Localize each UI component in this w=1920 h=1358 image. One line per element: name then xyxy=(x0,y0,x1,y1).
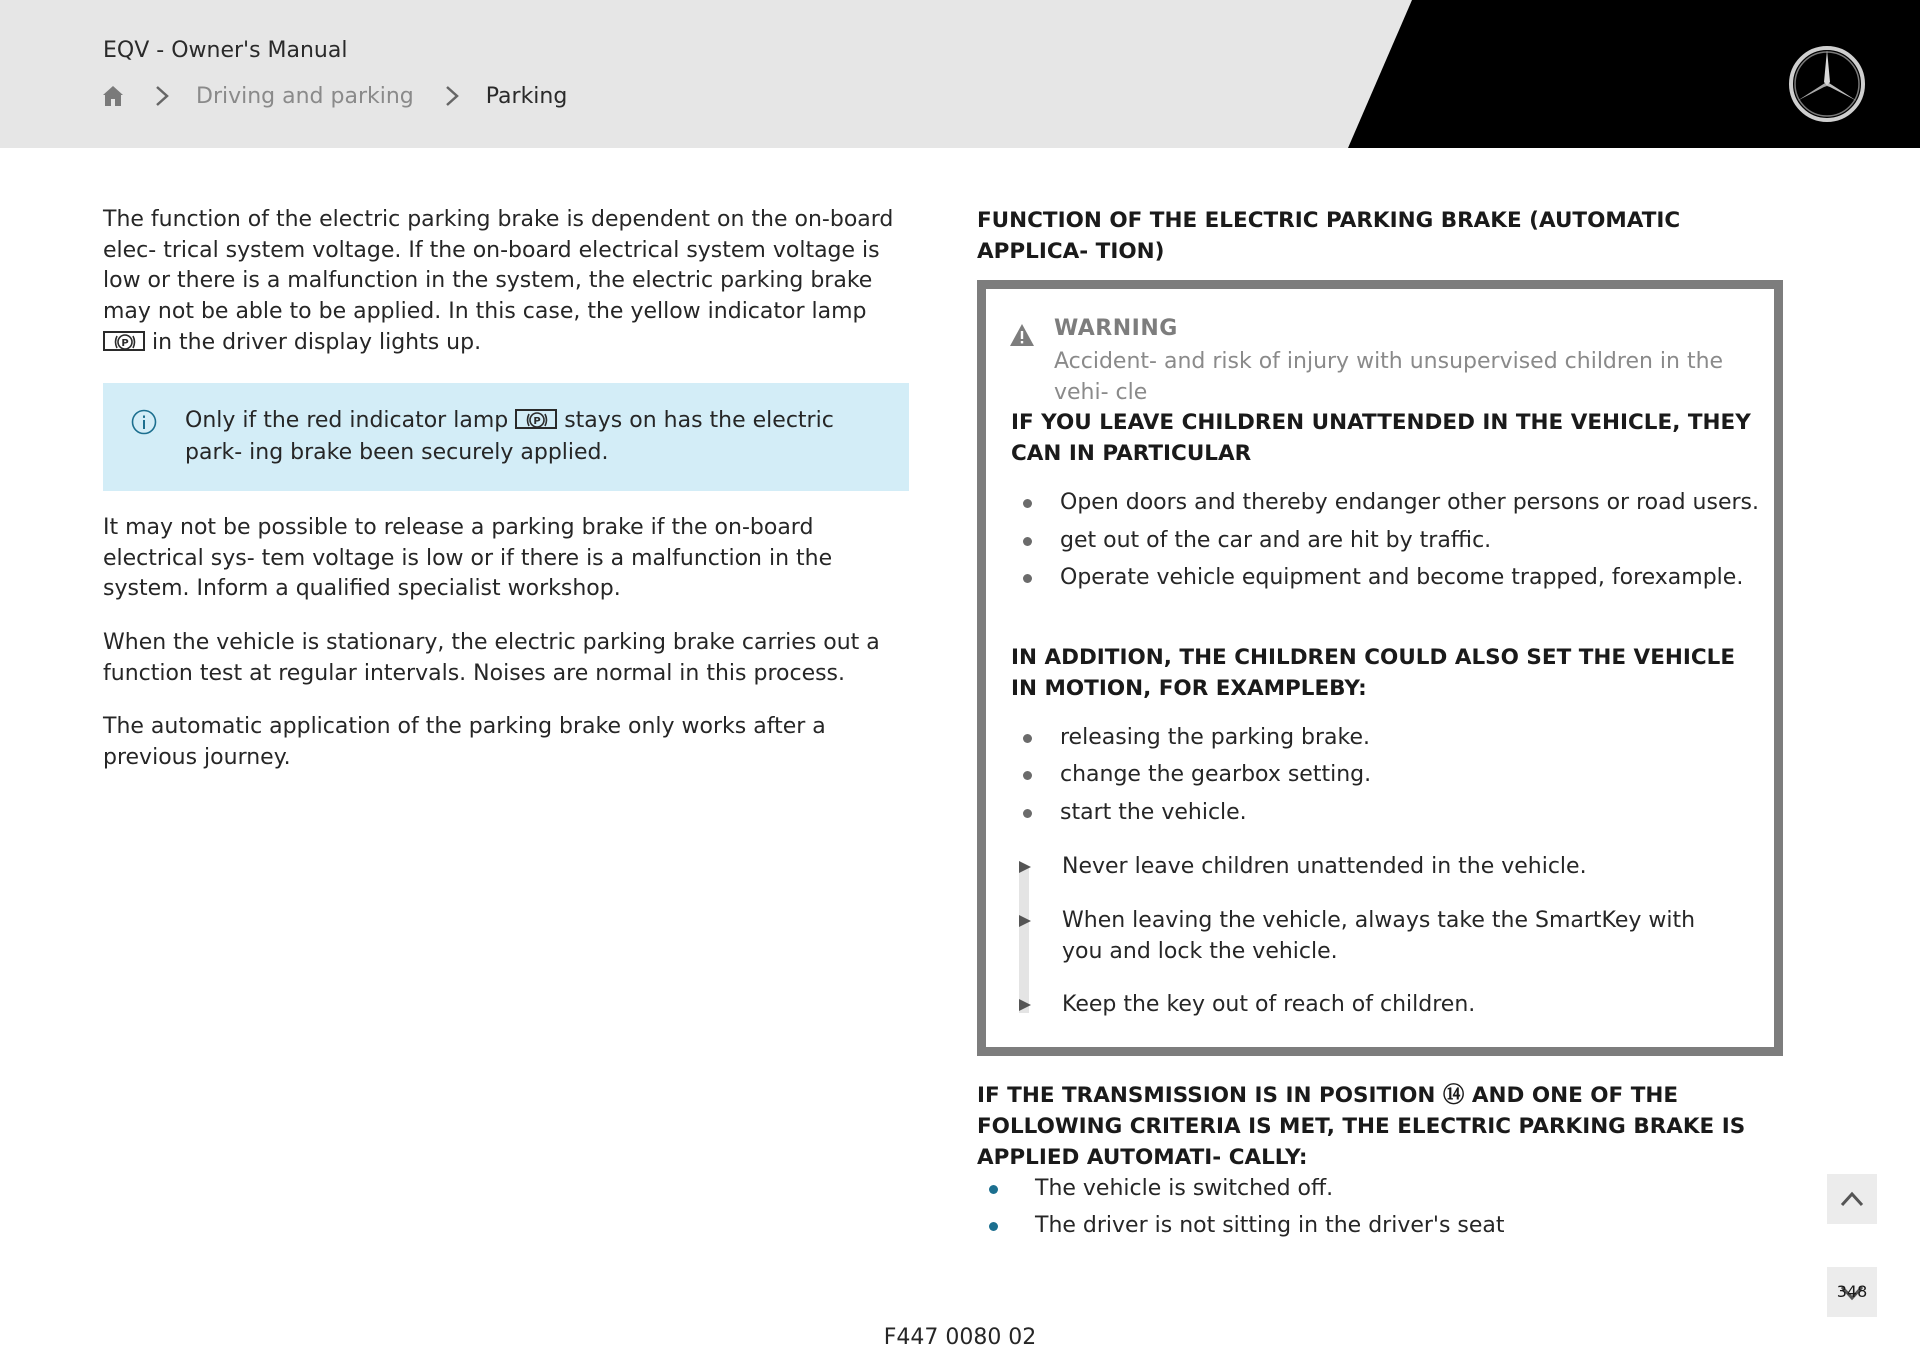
play-triangle-icon xyxy=(1018,998,1032,1012)
breadcrumb-link-driving-and-parking[interactable]: Driving and parking xyxy=(196,83,414,109)
info-note xyxy=(103,383,909,491)
bullet-icon xyxy=(989,1185,998,1194)
parking-brake-indicator-icon xyxy=(515,409,557,429)
bullet-icon xyxy=(1023,734,1032,743)
home-icon[interactable] xyxy=(102,85,124,107)
info-icon xyxy=(131,409,157,435)
automatic-application-paragraph: The automatic application of the parking brake only works after a previous journey. xyxy=(103,714,826,770)
function-test-paragraph: When the vehicle is stationary, the electric parking brake carries out a function test at regular intervals. Noises are normal in this process. xyxy=(103,630,880,686)
warning-text: Accident- and risk of injury with unsupervised children in the vehi- cle xyxy=(1054,349,1724,405)
warning-box: WARNING Accident- and risk of injury with unsupervised children in the vehi- cle IF YOU LEAVE CHILDREN UNATTENDED IN THE VEHICLE, THEY CAN IN PARTICULAR Open doors and thereby endanger other persons or road users. get out of the car and are hit by traffic. Operate vehicle equipment and become trapped, forexample. IN ADDITION, THE CHILDREN COULD ALSO SET THE VEHICLE IN MOTION, FOR EXAMPLEBY: releasing the parking brake. change the gearbox setting. start the vehicle. Never leave children unattended in the vehicle. When leaving the vehicle, always take the SmartKey with you and lock the vehicle. Keep the key out of reach of children. xyxy=(977,280,1783,1056)
criteria-heading: IF THE TRANSMISSION IS IN POSITION ⑭ AND ONE OF THE FOLLOWING CRITERIA IS MET, THE ELECTRIC PARKING BRAKE IS APPLIED AUTOMATI- CALLY: xyxy=(977,1083,1746,1170)
play-triangle-icon xyxy=(1018,860,1032,874)
mercedes-star-logo-icon xyxy=(1788,45,1866,123)
bullet-icon xyxy=(1023,537,1032,546)
bullet-icon xyxy=(1023,499,1032,508)
chevron-right-icon xyxy=(444,85,460,107)
header-black-panel xyxy=(0,0,1920,148)
svg-text:P: P xyxy=(121,337,129,349)
breadcrumb-current-parking: Parking xyxy=(485,83,568,109)
warning-label: WARNING xyxy=(1054,316,1178,341)
document-code: F447 0080 02 xyxy=(883,1325,1037,1350)
bullet-icon xyxy=(1023,771,1032,780)
action-steps-bar xyxy=(1019,867,1029,1013)
play-triangle-icon xyxy=(1018,914,1032,928)
parking-brake-indicator-icon xyxy=(103,331,145,351)
section-heading: FUNCTION OF THE ELECTRIC PARKING BRAKE (AUTOMATIC APPLICA- TION) xyxy=(977,208,1681,264)
intro-paragraph: The function of the electric parking brake is dependent on the on-board elec- trical system voltage. If the on-board electrical system voltage is low or there is a malfunction in the system, the electric parking brake may not be able to be applied. In this case, the yellow indicator lamp P in the driver display lights up. xyxy=(103,207,894,355)
breadcrumb xyxy=(102,80,567,112)
warning-subheading: IF YOU LEAVE CHILDREN UNATTENDED IN THE VEHICLE, THEY CAN IN PARTICULAR xyxy=(1011,410,1751,466)
scroll-up-button[interactable] xyxy=(1827,1174,1877,1224)
bullet-icon xyxy=(1023,809,1032,818)
release-paragraph: It may not be possible to release a parking brake if the on-board electrical sys- tem voltage is low or if there is a malfunction in the system. Inform a qualified specialist workshop. xyxy=(103,515,833,602)
chevron-up-icon xyxy=(1840,1189,1864,1209)
info-note-text: Only if the red indicator lamp P stays on has the electric park- ing brake been securely applied. xyxy=(185,408,834,465)
chevron-right-icon xyxy=(154,85,170,107)
warning-subheading: IN ADDITION, THE CHILDREN COULD ALSO SET THE VEHICLE IN MOTION, FOR EXAMPLEBY: xyxy=(1011,645,1736,701)
manual-title: EQV - Owner's Manual xyxy=(103,38,348,63)
warning-triangle-icon xyxy=(1009,323,1035,347)
header-bar xyxy=(0,0,1920,148)
svg-text:P: P xyxy=(533,416,541,427)
bullet-icon xyxy=(989,1222,998,1231)
page-number: 348 xyxy=(1836,1282,1868,1301)
bullet-icon xyxy=(1023,574,1032,583)
